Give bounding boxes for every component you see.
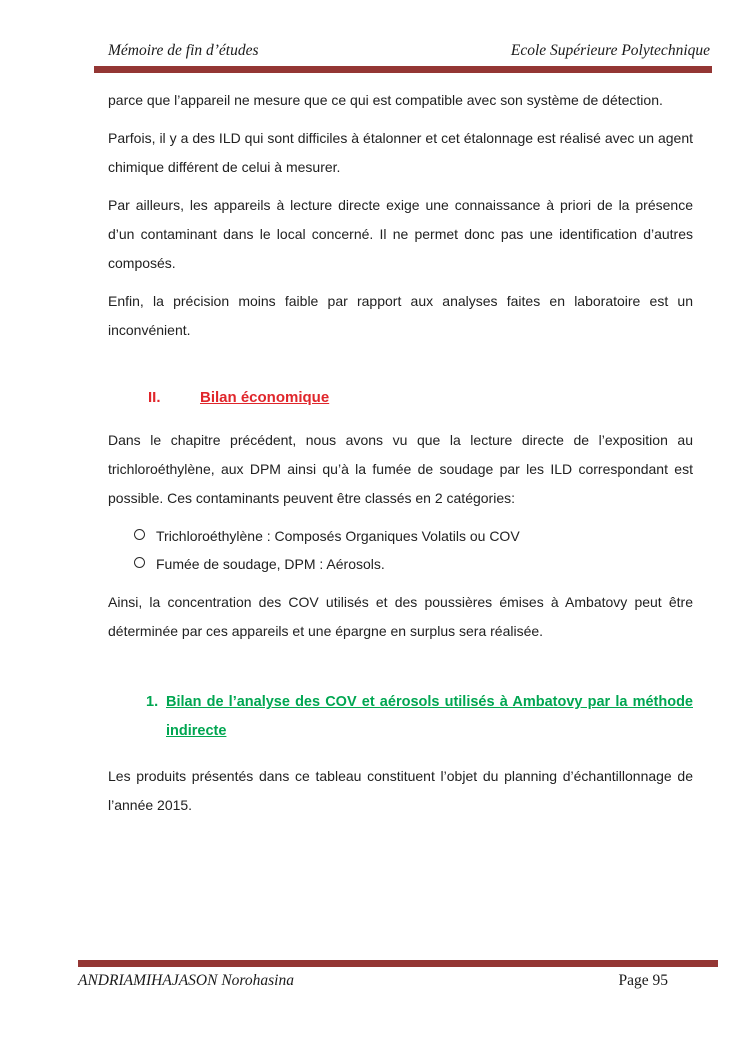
paragraph: Les produits présentés dans ce tableau constituent l’objet du planning d’échantillonnage de l’année 2015. <box>108 768 693 813</box>
bullet-item-text: Fumée de soudage, DPM : Aérosols. <box>156 556 385 572</box>
paragraph: Enfin, la précision moins faible par rapport aux analyses faites en laboratoire est un inconvénient. <box>108 293 693 338</box>
header-right-title: Ecole Supérieure Polytechnique <box>510 42 710 59</box>
header-row <box>94 42 712 60</box>
bullet-list <box>134 522 693 578</box>
footer-row <box>78 967 718 990</box>
footer-page-number: Page 95 <box>618 972 668 989</box>
sub-heading-bilan-analyse <box>146 688 693 746</box>
list-item <box>134 550 693 578</box>
paragraph: Parfois, il y a des ILD qui sont difficiles à étalonner et cet étalonnage est réalisé avec un agent chimique différent de celui à mesurer. <box>108 130 693 175</box>
footer-author: ANDRIAMIHAJASON Norohasina <box>78 972 294 989</box>
paragraph: Ainsi, la concentration des COV utilisés et des poussières émises à Ambatovy peut être déterminée par ces appareils et une épargne en surplus sera réalisée. <box>108 594 693 639</box>
list-item <box>134 522 693 550</box>
paragraph: parce que l’appareil ne mesure que ce qui est compatible avec son système de détection. <box>108 92 663 108</box>
circle-bullet-icon <box>134 557 145 568</box>
bullet-item-text: Trichloroéthylène : Composés Organiques Volatils ou COV <box>156 528 520 544</box>
paragraph: Par ailleurs, les appareils à lecture directe exige une connaissance à priori de la présence d’un contaminant dans le local concerné. Il ne permet donc pas une identification d’autres composés. <box>108 197 693 271</box>
sub-heading-number: 1. <box>146 694 159 710</box>
header-left-title: Mémoire de fin d’études <box>108 42 259 59</box>
document-body <box>108 86 693 829</box>
section-heading-number: II. <box>148 389 161 406</box>
footer-rule <box>78 960 718 967</box>
section-heading-label: Bilan économique <box>200 389 330 406</box>
paragraph: Dans le chapitre précédent, nous avons vu que la lecture directe de l’exposition au trichloroéthylène, aux DPM ainsi qu’à la fumée de soudage par les ILD correspondant est possible. Ces contaminants peuvent être classés en 2 catégories: <box>108 432 693 506</box>
sub-heading-label: Bilan de l’analyse des COV et aérosols utilisés à Ambatovy par la méthode indirecte <box>166 694 693 739</box>
section-heading-bilan-economique <box>148 383 693 412</box>
circle-bullet-icon <box>134 529 145 540</box>
page-header <box>94 42 712 73</box>
page-footer <box>78 960 718 990</box>
header-rule <box>94 66 712 73</box>
